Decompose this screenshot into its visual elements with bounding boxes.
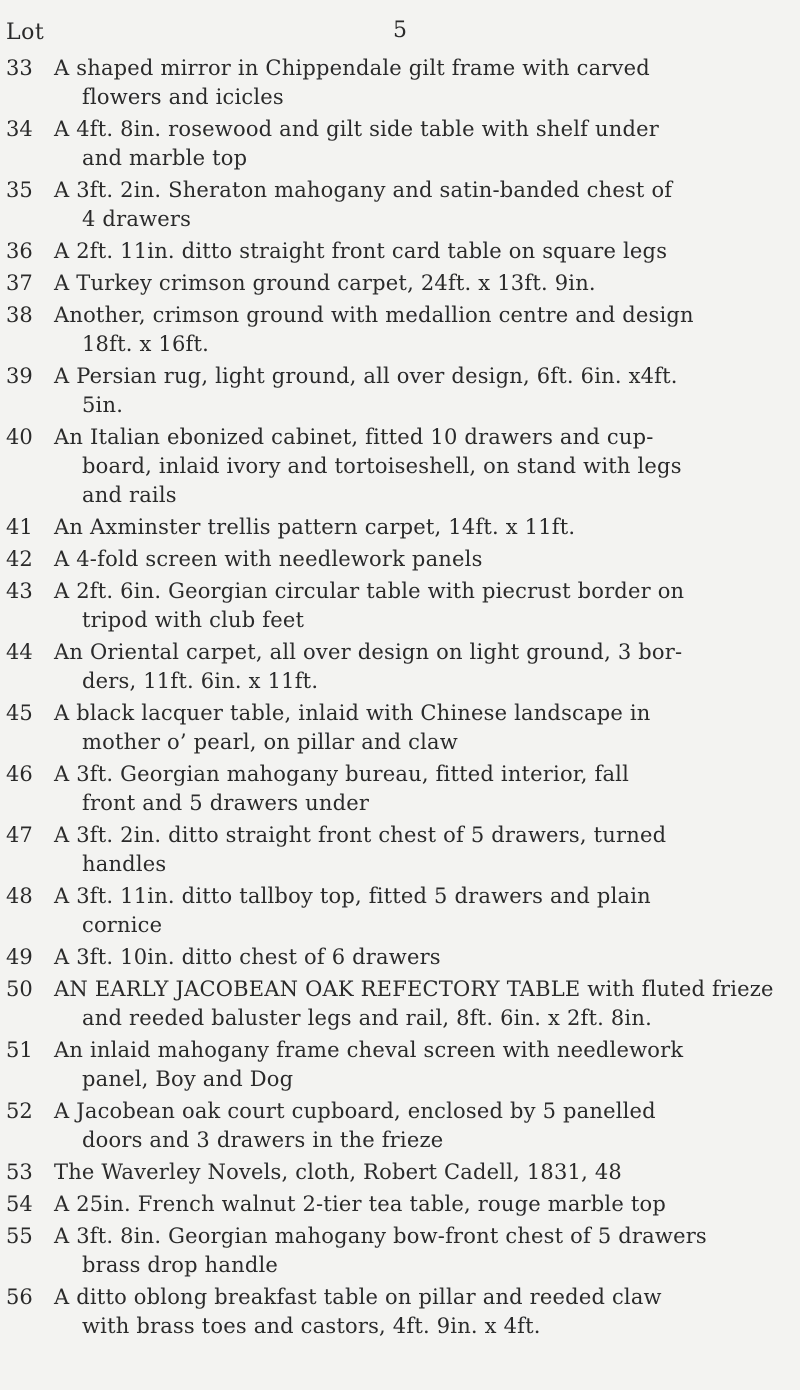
lot-description-line: A 3ft. 2in. ditto straight front chest of 5 drawers, turned bbox=[54, 823, 667, 847]
lot-description-line: A 2ft. 6in. Georgian circular table with piecrust border on bbox=[54, 579, 685, 603]
lot-number: 53 bbox=[6, 1160, 33, 1184]
lot-number: 40 bbox=[6, 425, 33, 449]
lot-entry bbox=[0, 54, 800, 112]
lot-entry bbox=[0, 975, 800, 1033]
lot-entry bbox=[0, 237, 800, 266]
lot-number: 55 bbox=[6, 1224, 33, 1248]
lot-number: 49 bbox=[6, 945, 33, 969]
lot-entry bbox=[0, 821, 800, 879]
lot-description-line: handles bbox=[82, 852, 167, 876]
lot-description-line: The Waverley Novels, cloth, Robert Cadell, 1831, 48 bbox=[54, 1160, 622, 1184]
lot-description-line: doors and 3 drawers in the frieze bbox=[82, 1128, 444, 1152]
lot-entry bbox=[0, 943, 800, 972]
lot-entry bbox=[0, 577, 800, 635]
lot-entry bbox=[0, 176, 800, 234]
lot-description bbox=[54, 577, 778, 635]
lot-description bbox=[54, 115, 778, 173]
lot-number: 42 bbox=[6, 547, 33, 571]
lot-description bbox=[54, 269, 778, 298]
lot-description bbox=[54, 176, 778, 234]
lot-description bbox=[54, 1222, 778, 1280]
lot-description bbox=[54, 237, 778, 266]
lot-description-line: mother o’ pearl, on pillar and claw bbox=[82, 730, 458, 754]
lot-number: 50 bbox=[6, 977, 33, 1001]
lot-number: 38 bbox=[6, 303, 33, 327]
lot-list bbox=[0, 54, 800, 1344]
lot-entry bbox=[0, 882, 800, 940]
lot-entry bbox=[0, 301, 800, 359]
lot-description-line: and rails bbox=[82, 483, 177, 507]
lot-description-line: A black lacquer table, inlaid with Chinese landscape in bbox=[54, 701, 651, 725]
lot-description-line: front and 5 drawers under bbox=[82, 791, 370, 815]
lot-description bbox=[54, 1283, 778, 1341]
lot-number: 45 bbox=[6, 701, 33, 725]
lot-number: 35 bbox=[6, 178, 33, 202]
lot-entry bbox=[0, 269, 800, 298]
lot-description-line: A 3ft. Georgian mahogany bureau, fitted interior, fall bbox=[54, 762, 630, 786]
lot-description-line: Another, crimson ground with medallion centre and design bbox=[54, 303, 694, 327]
lot-description-line: and marble top bbox=[82, 146, 248, 170]
lot-entry bbox=[0, 1222, 800, 1280]
lot-description bbox=[54, 882, 778, 940]
lot-description bbox=[54, 423, 778, 510]
lot-description-line: An Axminster trellis pattern carpet, 14ft. x 11ft. bbox=[54, 515, 576, 539]
lot-description-line: brass drop handle bbox=[82, 1253, 279, 1277]
lot-number: 41 bbox=[6, 515, 33, 539]
lot-description-line: flowers and icicles bbox=[82, 85, 284, 109]
lot-description-line: board, inlaid ivory and tortoiseshell, on stand with legs bbox=[82, 454, 682, 478]
lot-number: 51 bbox=[6, 1038, 33, 1062]
lot-description bbox=[54, 638, 778, 696]
lot-entry bbox=[0, 1283, 800, 1341]
lot-description-line: and reeded baluster legs and rail, 8ft. 6in. x 2ft. 8in. bbox=[82, 1006, 652, 1030]
lot-number: 52 bbox=[6, 1099, 33, 1123]
lot-description bbox=[54, 760, 778, 818]
lot-description bbox=[54, 545, 778, 574]
lot-description-line: A 3ft. 2in. Sheraton mahogany and satin-banded chest of bbox=[54, 178, 673, 202]
lot-entry bbox=[0, 1190, 800, 1219]
lot-number: 56 bbox=[6, 1285, 33, 1309]
lot-entry bbox=[0, 1158, 800, 1187]
lot-entry bbox=[0, 1036, 800, 1094]
lot-description-line: panel, Boy and Dog bbox=[82, 1067, 294, 1091]
lot-entry bbox=[0, 115, 800, 173]
lot-entry bbox=[0, 513, 800, 542]
lot-description-line: ders, 11ft. 6in. x 11ft. bbox=[82, 669, 319, 693]
lot-description bbox=[54, 975, 778, 1033]
lot-description-line: A 3ft. 11in. ditto tallboy top, fitted 5 drawers and plain bbox=[54, 884, 651, 908]
lot-description-line: 18ft. x 16ft. bbox=[82, 332, 210, 356]
lot-description-line: 4 drawers bbox=[82, 207, 192, 231]
lot-number: 54 bbox=[6, 1192, 33, 1216]
lot-description bbox=[54, 1097, 778, 1155]
lot-description-line: A 2ft. 11in. ditto straight front card table on square legs bbox=[54, 239, 668, 263]
lot-description bbox=[54, 1190, 778, 1219]
lot-description-line: A 25in. French walnut 2-tier tea table, rouge marble top bbox=[54, 1192, 666, 1216]
lot-description-line: A 3ft. 10in. ditto chest of 6 drawers bbox=[54, 945, 441, 969]
lot-number: 33 bbox=[6, 56, 33, 80]
page-number: 5 bbox=[393, 18, 407, 43]
lot-entry bbox=[0, 362, 800, 420]
lot-description bbox=[54, 513, 778, 542]
lot-entry bbox=[0, 638, 800, 696]
lot-description bbox=[54, 362, 778, 420]
lot-description-line: AN EARLY JACOBEAN OAK REFECTORY TABLE with fluted frieze bbox=[54, 977, 774, 1001]
lot-number: 34 bbox=[6, 117, 33, 141]
lot-column-header: Lot bbox=[6, 20, 45, 45]
lot-description-line: A 4-fold screen with needlework panels bbox=[54, 547, 483, 571]
lot-description bbox=[54, 54, 778, 112]
lot-description bbox=[54, 699, 778, 757]
lot-description-line: A Persian rug, light ground, all over design, 6ft. 6in. x4ft. bbox=[54, 364, 678, 388]
lot-description-line: cornice bbox=[82, 913, 163, 937]
lot-description bbox=[54, 1158, 778, 1187]
lot-description-line: An inlaid mahogany frame cheval screen with needlework bbox=[54, 1038, 684, 1062]
lot-entry bbox=[0, 423, 800, 510]
lot-description-line: A Turkey crimson ground carpet, 24ft. x 13ft. 9in. bbox=[54, 271, 596, 295]
lot-number: 37 bbox=[6, 271, 33, 295]
lot-entry bbox=[0, 699, 800, 757]
lot-entry bbox=[0, 545, 800, 574]
lot-description-line: tripod with club feet bbox=[82, 608, 305, 632]
lot-description-line: A 4ft. 8in. rosewood and gilt side table with shelf under bbox=[54, 117, 659, 141]
lot-description-line: with brass toes and castors, 4ft. 9in. x 4ft. bbox=[82, 1314, 541, 1338]
lot-description bbox=[54, 943, 778, 972]
lot-number: 36 bbox=[6, 239, 33, 263]
lot-entry bbox=[0, 1097, 800, 1155]
lot-entry bbox=[0, 760, 800, 818]
lot-description-line: A shaped mirror in Chippendale gilt frame with carved bbox=[54, 56, 650, 80]
lot-number: 44 bbox=[6, 640, 33, 664]
lot-description-line: A Jacobean oak court cupboard, enclosed by 5 panelled bbox=[54, 1099, 656, 1123]
lot-description-line: An Oriental carpet, all over design on light ground, 3 bor- bbox=[54, 640, 683, 664]
lot-number: 39 bbox=[6, 364, 33, 388]
lot-number: 47 bbox=[6, 823, 33, 847]
lot-description-line: A 3ft. 8in. Georgian mahogany bow-front chest of 5 drawers bbox=[54, 1224, 707, 1248]
lot-description bbox=[54, 821, 778, 879]
lot-number: 43 bbox=[6, 579, 33, 603]
lot-description bbox=[54, 1036, 778, 1094]
lot-description-line: A ditto oblong breakfast table on pillar and reeded claw bbox=[54, 1285, 662, 1309]
lot-number: 46 bbox=[6, 762, 33, 786]
lot-number: 48 bbox=[6, 884, 33, 908]
lot-description-line: 5in. bbox=[82, 393, 124, 417]
lot-description bbox=[54, 301, 778, 359]
lot-description-line: An Italian ebonized cabinet, fitted 10 drawers and cup- bbox=[54, 425, 654, 449]
